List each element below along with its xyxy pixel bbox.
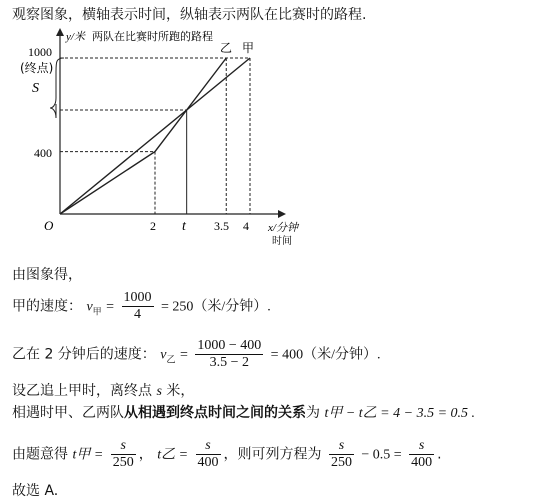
l4-s: s bbox=[156, 384, 162, 399]
l3-den: 3.5 − 2 bbox=[209, 355, 249, 370]
l6-d: ，则可列方程为 bbox=[223, 446, 322, 463]
l6-f4n: s bbox=[409, 438, 434, 455]
origin-label: O bbox=[44, 218, 54, 233]
l3-result: = 400（米/分钟）. bbox=[270, 347, 381, 363]
l2-num: 1000 bbox=[123, 290, 152, 305]
l6-frac4 bbox=[409, 438, 434, 471]
l6-mid: − 0.5 = bbox=[361, 447, 402, 463]
text-line-5 bbox=[12, 404, 475, 423]
l3-fraction bbox=[195, 338, 263, 371]
x-tick-3-5: 3.5 bbox=[214, 219, 229, 233]
l5-b: 为 bbox=[306, 405, 320, 421]
l5-bold: 从相遇到终点时间之间的关系 bbox=[124, 405, 306, 421]
distance-time-graph bbox=[0, 28, 330, 258]
text-line-3 bbox=[12, 338, 380, 371]
l3-num: 1000 − 400 bbox=[197, 338, 262, 353]
y-tick-1000: 1000 bbox=[28, 45, 52, 59]
intro-text: 观察图象，横轴表示时间，纵轴表示两队在比赛时的路程. bbox=[12, 7, 367, 23]
series-line-jia bbox=[60, 58, 250, 214]
l6-c: ， bbox=[138, 446, 153, 463]
y-tick-400: 400 bbox=[34, 146, 52, 160]
l3-sub: 乙 bbox=[166, 355, 176, 366]
l2-v: v bbox=[86, 299, 93, 315]
x-caption: 时间 bbox=[272, 236, 292, 247]
y-axis-arrow bbox=[56, 28, 64, 36]
endpoint-label-yi: 乙 bbox=[220, 41, 233, 55]
l6-frac3 bbox=[329, 438, 354, 471]
l6-f2d: 400 bbox=[197, 455, 219, 470]
x-tick-4: 4 bbox=[243, 219, 249, 233]
l2-fraction bbox=[122, 290, 154, 323]
l2-pre: 甲的速度： bbox=[12, 298, 82, 315]
x-tick-t: t bbox=[182, 219, 186, 234]
l6-a: 由题意得 bbox=[12, 446, 68, 463]
l6-t1: t甲 = bbox=[72, 447, 104, 463]
text-line-1: 由图象得， bbox=[12, 267, 82, 283]
l6-f1n: s bbox=[111, 438, 136, 455]
l3-eq: = bbox=[179, 347, 188, 363]
l6-f3d: 250 bbox=[330, 455, 352, 470]
x-axis-label: x/分钟 bbox=[268, 222, 298, 234]
l4-b: 米， bbox=[161, 383, 195, 399]
y-caption: 两队在比赛时所跑的路程 bbox=[92, 30, 213, 43]
text-line-7: 故选 A. bbox=[12, 483, 59, 499]
l6-frac1 bbox=[111, 438, 136, 471]
l5-eq: t甲 − t乙 = 4 − 3.5 = 0.5 . bbox=[324, 406, 476, 421]
series-line-yi bbox=[60, 58, 226, 214]
l3-pre: 乙在 2 分钟后的速度： bbox=[12, 346, 156, 363]
l6-f1d: 250 bbox=[112, 455, 134, 470]
s-label: S bbox=[32, 81, 39, 96]
x-axis-arrow bbox=[278, 210, 286, 218]
y-axis-label: y/米 bbox=[66, 31, 85, 43]
l6-f4d: 400 bbox=[411, 455, 433, 470]
l6-end: . bbox=[437, 446, 442, 463]
text-line-6 bbox=[12, 438, 442, 471]
endpoint-label-jia: 甲 bbox=[242, 41, 255, 55]
chart-marks bbox=[60, 58, 250, 214]
l2-den: 4 bbox=[134, 307, 141, 322]
l2-eq: = bbox=[106, 299, 115, 315]
brace-label: (终点) bbox=[20, 61, 54, 75]
l6-f3n: s bbox=[329, 438, 354, 455]
l2-sub: 甲 bbox=[92, 307, 102, 318]
l5-a: 相遇时甲、乙两队 bbox=[12, 405, 124, 421]
l6-f2n: s bbox=[196, 438, 221, 455]
l6-t2: t乙 = bbox=[157, 447, 189, 463]
l4-a: 设乙追上甲时，离终点 bbox=[12, 383, 157, 399]
l3-v: v bbox=[160, 347, 167, 363]
x-tick-2: 2 bbox=[150, 219, 156, 233]
text-line-4 bbox=[12, 382, 194, 401]
l6-frac2 bbox=[196, 438, 221, 471]
text-line-2 bbox=[12, 290, 271, 323]
l2-result: = 250（米/分钟）. bbox=[160, 299, 271, 315]
